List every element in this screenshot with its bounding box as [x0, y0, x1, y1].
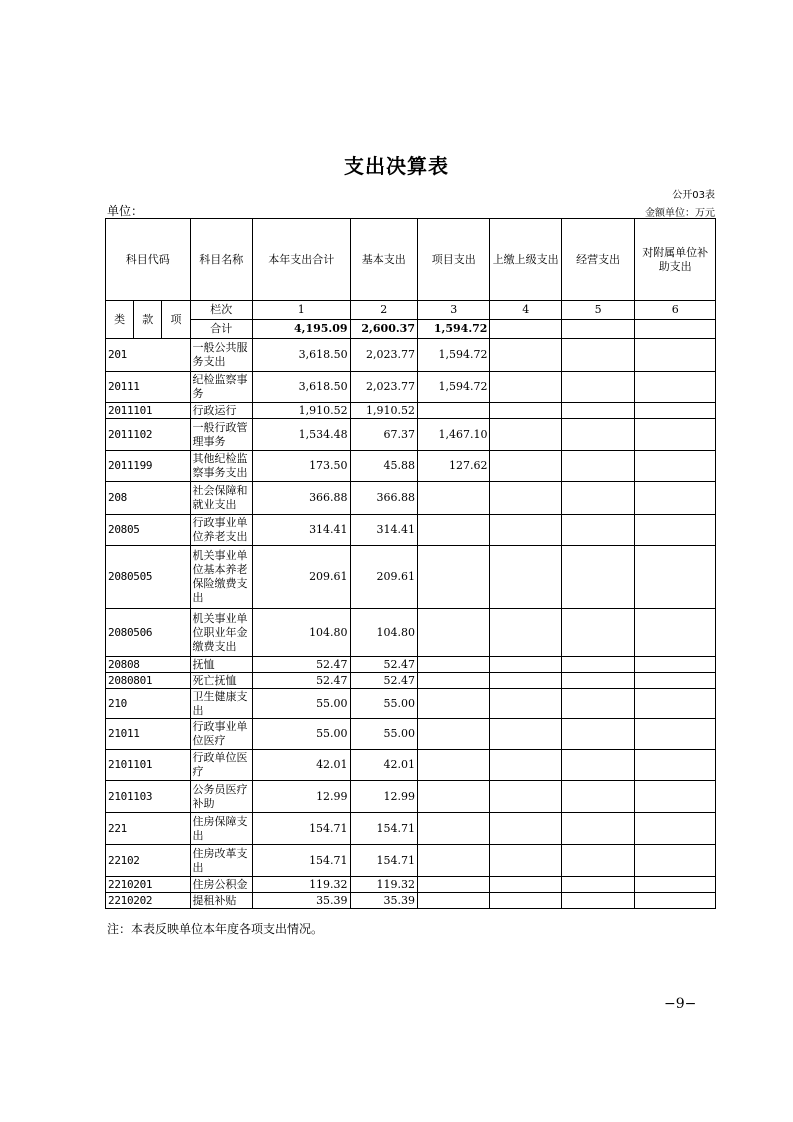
- table-row: [106, 689, 716, 719]
- row-col2: 104.80: [350, 609, 417, 657]
- row-col5: [561, 419, 634, 451]
- row-col5: [561, 546, 634, 609]
- row-col6: [635, 339, 716, 372]
- row-col1: 104.80: [252, 609, 350, 657]
- expenditure-table: [105, 218, 716, 909]
- table-note: 注：本表反映单位本年度各项支出情况。: [107, 922, 324, 936]
- table-row: [106, 451, 716, 482]
- row-col6: [635, 781, 716, 813]
- row-col2: 52.47: [350, 657, 417, 673]
- row-code: 20111: [106, 372, 191, 403]
- table-row: [106, 372, 716, 403]
- row-name: 机关事业单位职业年金缴费支出: [190, 609, 252, 657]
- total-col5: [561, 320, 634, 339]
- row-code: 22102: [106, 845, 191, 877]
- row-col1: 12.99: [252, 781, 350, 813]
- row-col4: [490, 451, 561, 482]
- lanci-row: [106, 301, 716, 320]
- row-col2: 1,910.52: [350, 403, 417, 419]
- row-col6: [635, 673, 716, 689]
- row-col4: [490, 403, 561, 419]
- header-col2: 基本支出: [350, 219, 417, 301]
- row-col1: 154.71: [252, 845, 350, 877]
- row-name: 社会保障和就业支出: [190, 482, 252, 515]
- row-col4: [490, 893, 561, 909]
- row-col4: [490, 372, 561, 403]
- total-col1: 4,195.09: [252, 320, 350, 339]
- total-col6: [635, 320, 716, 339]
- row-col2: 2,023.77: [350, 339, 417, 372]
- row-col4: [490, 673, 561, 689]
- row-col3: [418, 781, 490, 813]
- header-col3: 项目支出: [418, 219, 490, 301]
- row-code: 20805: [106, 515, 191, 546]
- header-name: 科目名称: [190, 219, 252, 301]
- amount-unit: 金额单位：万元: [645, 208, 715, 219]
- row-col1: 154.71: [252, 813, 350, 845]
- table-row: [106, 845, 716, 877]
- row-col5: [561, 719, 634, 750]
- row-col3: [418, 719, 490, 750]
- row-name: 提租补贴: [190, 893, 252, 909]
- table-row: [106, 515, 716, 546]
- table-row: [106, 781, 716, 813]
- header-col6: 对附属单位补助支出: [635, 219, 716, 301]
- row-col4: [490, 515, 561, 546]
- row-name: 行政事业单位养老支出: [190, 515, 252, 546]
- row-col6: [635, 845, 716, 877]
- row-col1: 314.41: [252, 515, 350, 546]
- row-col5: [561, 845, 634, 877]
- table-row: [106, 813, 716, 845]
- row-col2: 12.99: [350, 781, 417, 813]
- row-col3: [418, 657, 490, 673]
- row-col1: 52.47: [252, 673, 350, 689]
- table-row: [106, 419, 716, 451]
- row-col1: 209.61: [252, 546, 350, 609]
- row-code: 20808: [106, 657, 191, 673]
- row-col4: [490, 546, 561, 609]
- row-code: 2080801: [106, 673, 191, 689]
- row-col1: 55.00: [252, 689, 350, 719]
- row-col1: 366.88: [252, 482, 350, 515]
- row-col1: 119.32: [252, 877, 350, 893]
- row-col5: [561, 673, 634, 689]
- row-col6: [635, 403, 716, 419]
- row-col5: [561, 515, 634, 546]
- row-col4: [490, 339, 561, 372]
- row-col5: [561, 403, 634, 419]
- row-code: 2210201: [106, 877, 191, 893]
- total-row: [106, 320, 716, 339]
- row-col1: 52.47: [252, 657, 350, 673]
- row-code: 2011102: [106, 419, 191, 451]
- col-number-4: 4: [490, 301, 561, 320]
- row-col4: [490, 845, 561, 877]
- row-col6: [635, 372, 716, 403]
- row-col6: [635, 689, 716, 719]
- row-col3: [418, 813, 490, 845]
- row-name: 行政单位医疗: [190, 750, 252, 781]
- row-col2: 119.32: [350, 877, 417, 893]
- row-col3: 1,594.72: [418, 372, 490, 403]
- row-code: 201: [106, 339, 191, 372]
- table-row: [106, 877, 716, 893]
- page-title: 支出决算表: [344, 154, 449, 178]
- header-col4: 上缴上级支出: [490, 219, 561, 301]
- col-number-3: 3: [418, 301, 490, 320]
- row-col6: [635, 451, 716, 482]
- row-col6: [635, 546, 716, 609]
- row-col1: 1,910.52: [252, 403, 350, 419]
- row-col5: [561, 750, 634, 781]
- row-col5: [561, 657, 634, 673]
- row-col5: [561, 689, 634, 719]
- row-code: 210: [106, 689, 191, 719]
- row-col5: [561, 482, 634, 515]
- row-col6: [635, 515, 716, 546]
- row-name: 住房改革支出: [190, 845, 252, 877]
- col-number-1: 1: [252, 301, 350, 320]
- row-col6: [635, 482, 716, 515]
- row-code: 2080505: [106, 546, 191, 609]
- row-col4: [490, 689, 561, 719]
- row-name: 卫生健康支出: [190, 689, 252, 719]
- row-col5: [561, 813, 634, 845]
- col-number-6: 6: [635, 301, 716, 320]
- row-col3: [418, 893, 490, 909]
- row-code: 2080506: [106, 609, 191, 657]
- row-name: 其他纪检监察事务支出: [190, 451, 252, 482]
- row-name: 机关事业单位基本养老保险缴费支出: [190, 546, 252, 609]
- table-row: [106, 750, 716, 781]
- header-lei: 类: [106, 301, 134, 339]
- row-code: 21011: [106, 719, 191, 750]
- row-col6: [635, 657, 716, 673]
- row-name: 纪检监察事务: [190, 372, 252, 403]
- form-code: 公开03表: [672, 190, 715, 201]
- total-col4: [490, 320, 561, 339]
- row-col4: [490, 877, 561, 893]
- row-col4: [490, 813, 561, 845]
- table-row: [106, 339, 716, 372]
- row-col5: [561, 609, 634, 657]
- header-row: [106, 219, 716, 301]
- row-col4: [490, 419, 561, 451]
- row-col1: 55.00: [252, 719, 350, 750]
- row-col6: [635, 609, 716, 657]
- row-col3: [418, 845, 490, 877]
- row-col5: [561, 877, 634, 893]
- table-row: [106, 403, 716, 419]
- row-col2: 55.00: [350, 689, 417, 719]
- row-col1: 173.50: [252, 451, 350, 482]
- row-col6: [635, 893, 716, 909]
- row-col2: 154.71: [350, 845, 417, 877]
- row-col3: 1,594.72: [418, 339, 490, 372]
- row-col5: [561, 781, 634, 813]
- row-col4: [490, 781, 561, 813]
- total-col3: 1,594.72: [418, 320, 490, 339]
- table-row: [106, 893, 716, 909]
- row-col1: 3,618.50: [252, 339, 350, 372]
- header-col5: 经营支出: [561, 219, 634, 301]
- table-row: [106, 546, 716, 609]
- row-col2: 55.00: [350, 719, 417, 750]
- header-col1: 本年支出合计: [252, 219, 350, 301]
- header-xiang: 项: [162, 301, 190, 339]
- page-number: −9−: [664, 996, 697, 1012]
- row-code: 2011101: [106, 403, 191, 419]
- row-col2: 42.01: [350, 750, 417, 781]
- row-col3: [418, 673, 490, 689]
- row-name: 住房公积金: [190, 877, 252, 893]
- col-number-2: 2: [350, 301, 417, 320]
- row-col6: [635, 419, 716, 451]
- row-col1: 3,618.50: [252, 372, 350, 403]
- total-col2: 2,600.37: [350, 320, 417, 339]
- row-col5: [561, 893, 634, 909]
- row-col4: [490, 482, 561, 515]
- row-col4: [490, 750, 561, 781]
- row-code: 2210202: [106, 893, 191, 909]
- header-code: 科目代码: [106, 219, 191, 301]
- unit-label: 单位：: [107, 204, 144, 218]
- table-row: [106, 657, 716, 673]
- row-col2: 2,023.77: [350, 372, 417, 403]
- row-col2: 366.88: [350, 482, 417, 515]
- row-col2: 35.39: [350, 893, 417, 909]
- row-name: 死亡抚恤: [190, 673, 252, 689]
- table-row: [106, 673, 716, 689]
- row-code: 221: [106, 813, 191, 845]
- row-col5: [561, 451, 634, 482]
- row-col2: 209.61: [350, 546, 417, 609]
- row-col3: [418, 750, 490, 781]
- row-col4: [490, 657, 561, 673]
- row-col3: [418, 877, 490, 893]
- row-col4: [490, 609, 561, 657]
- row-col2: 154.71: [350, 813, 417, 845]
- row-col5: [561, 339, 634, 372]
- row-col3: [418, 609, 490, 657]
- table-row: [106, 609, 716, 657]
- row-col2: 314.41: [350, 515, 417, 546]
- header-kuan: 款: [134, 301, 162, 339]
- row-col6: [635, 719, 716, 750]
- row-name: 公务员医疗补助: [190, 781, 252, 813]
- row-code: 208: [106, 482, 191, 515]
- row-col5: [561, 372, 634, 403]
- row-name: 住房保障支出: [190, 813, 252, 845]
- row-name: 行政事业单位医疗: [190, 719, 252, 750]
- row-col3: 1,467.10: [418, 419, 490, 451]
- row-col1: 35.39: [252, 893, 350, 909]
- row-col4: [490, 719, 561, 750]
- row-col2: 52.47: [350, 673, 417, 689]
- row-col6: [635, 813, 716, 845]
- row-col3: [418, 403, 490, 419]
- row-col3: [418, 482, 490, 515]
- row-col3: [418, 515, 490, 546]
- row-col2: 67.37: [350, 419, 417, 451]
- col-number-5: 5: [561, 301, 634, 320]
- row-col6: [635, 877, 716, 893]
- row-col1: 42.01: [252, 750, 350, 781]
- row-name: 一般公共服务支出: [190, 339, 252, 372]
- row-name: 一般行政管理事务: [190, 419, 252, 451]
- row-col3: [418, 689, 490, 719]
- row-col3: 127.62: [418, 451, 490, 482]
- table-row: [106, 482, 716, 515]
- table-row: [106, 719, 716, 750]
- row-name: 行政运行: [190, 403, 252, 419]
- row-code: 2101101: [106, 750, 191, 781]
- row-col2: 45.88: [350, 451, 417, 482]
- row-code: 2011199: [106, 451, 191, 482]
- row-name: 抚恤: [190, 657, 252, 673]
- header-lanci: 栏次: [190, 301, 252, 320]
- row-col3: [418, 546, 490, 609]
- row-code: 2101103: [106, 781, 191, 813]
- row-col1: 1,534.48: [252, 419, 350, 451]
- total-label: 合计: [190, 320, 252, 339]
- row-col6: [635, 750, 716, 781]
